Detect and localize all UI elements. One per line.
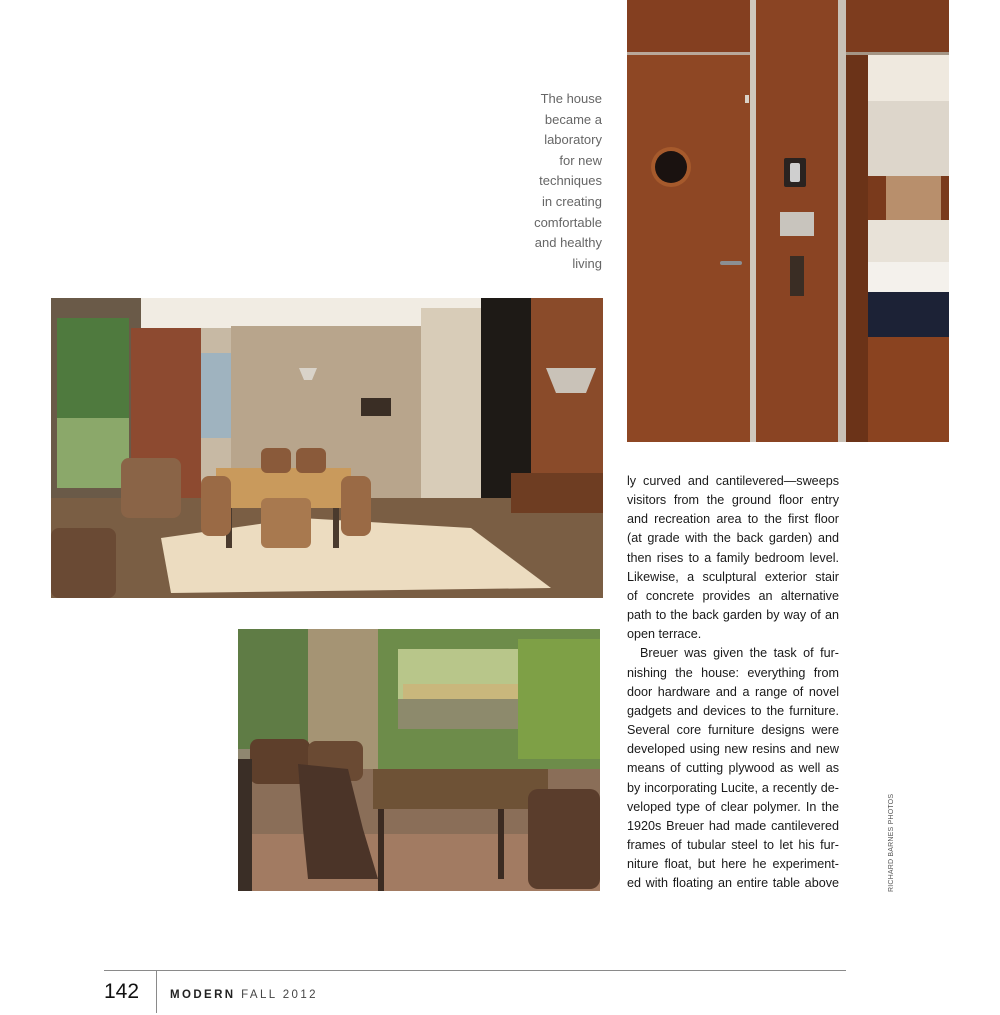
body-line: veloped type of clear polymer. In the: [627, 799, 839, 814]
body-line: 1920s Breuer had made cantilevered: [627, 818, 839, 833]
footer-folio: [170, 989, 318, 1001]
pull-quote-line: and healthy: [534, 235, 602, 251]
photo-credit: RICHARD BARNES PHOTOS: [888, 793, 895, 892]
door-photo: [627, 0, 949, 442]
body-line: visitors from the ground floor entry: [627, 493, 839, 508]
footer-divider: [104, 970, 846, 971]
body-line: means of cutting plywood as well as: [627, 761, 839, 776]
body-line: Breuer was given the task of fur-: [640, 646, 839, 661]
body-line: then rises to a family bedroom level.: [627, 550, 839, 565]
body-line: of concrete provides an alternative: [627, 588, 839, 603]
pull-quote-line: became a: [544, 111, 602, 127]
pull-quote-line: laboratory: [544, 132, 602, 148]
garden-view-photo: [238, 629, 600, 891]
body-line: Several core furniture designs were: [627, 723, 839, 738]
issue-date: FALL 2012: [241, 989, 318, 1001]
pull-quote: [480, 89, 602, 274]
pull-quote-line: for new: [559, 152, 602, 168]
body-line: Likewise, a sculptural exterior stair: [627, 569, 839, 584]
body-line: developed using new resins and new: [627, 742, 839, 757]
body-line: by incorporating Lucite, a recently de-: [627, 780, 839, 795]
page-number: 142: [104, 980, 140, 1003]
body-line: (at grade with the back garden) and: [627, 531, 839, 546]
pull-quote-line: The house: [540, 91, 602, 106]
footer-vertical-divider: [156, 970, 157, 1013]
body-line: ed with floating an entire table above: [627, 876, 839, 891]
body-line: nishing the house: everything from: [627, 665, 839, 680]
body-line: frames of tubular steel to let his fur-: [627, 837, 839, 852]
pull-quote-line: in creating: [542, 193, 602, 209]
magazine-name: MODERN: [170, 989, 236, 1001]
body-line: path to the back garden by way of an: [627, 608, 839, 623]
pull-quote-line: techniques: [539, 173, 602, 189]
pull-quote-line: comfortable: [534, 214, 602, 230]
body-line: and recreation area to the first floor: [627, 512, 839, 527]
pull-quote-line: living: [572, 255, 602, 271]
body-line: door hardware and a range of novel: [627, 684, 839, 699]
body-line: open terrace.: [627, 627, 702, 642]
article-body-text: [627, 472, 839, 893]
body-line: gadgets and devices to the furniture.: [627, 703, 839, 718]
body-line: ly curved and cantilevered—sweeps: [627, 474, 839, 488]
body-line: niture float, but here he experiment-: [627, 857, 839, 872]
dining-room-photo: [51, 298, 603, 598]
